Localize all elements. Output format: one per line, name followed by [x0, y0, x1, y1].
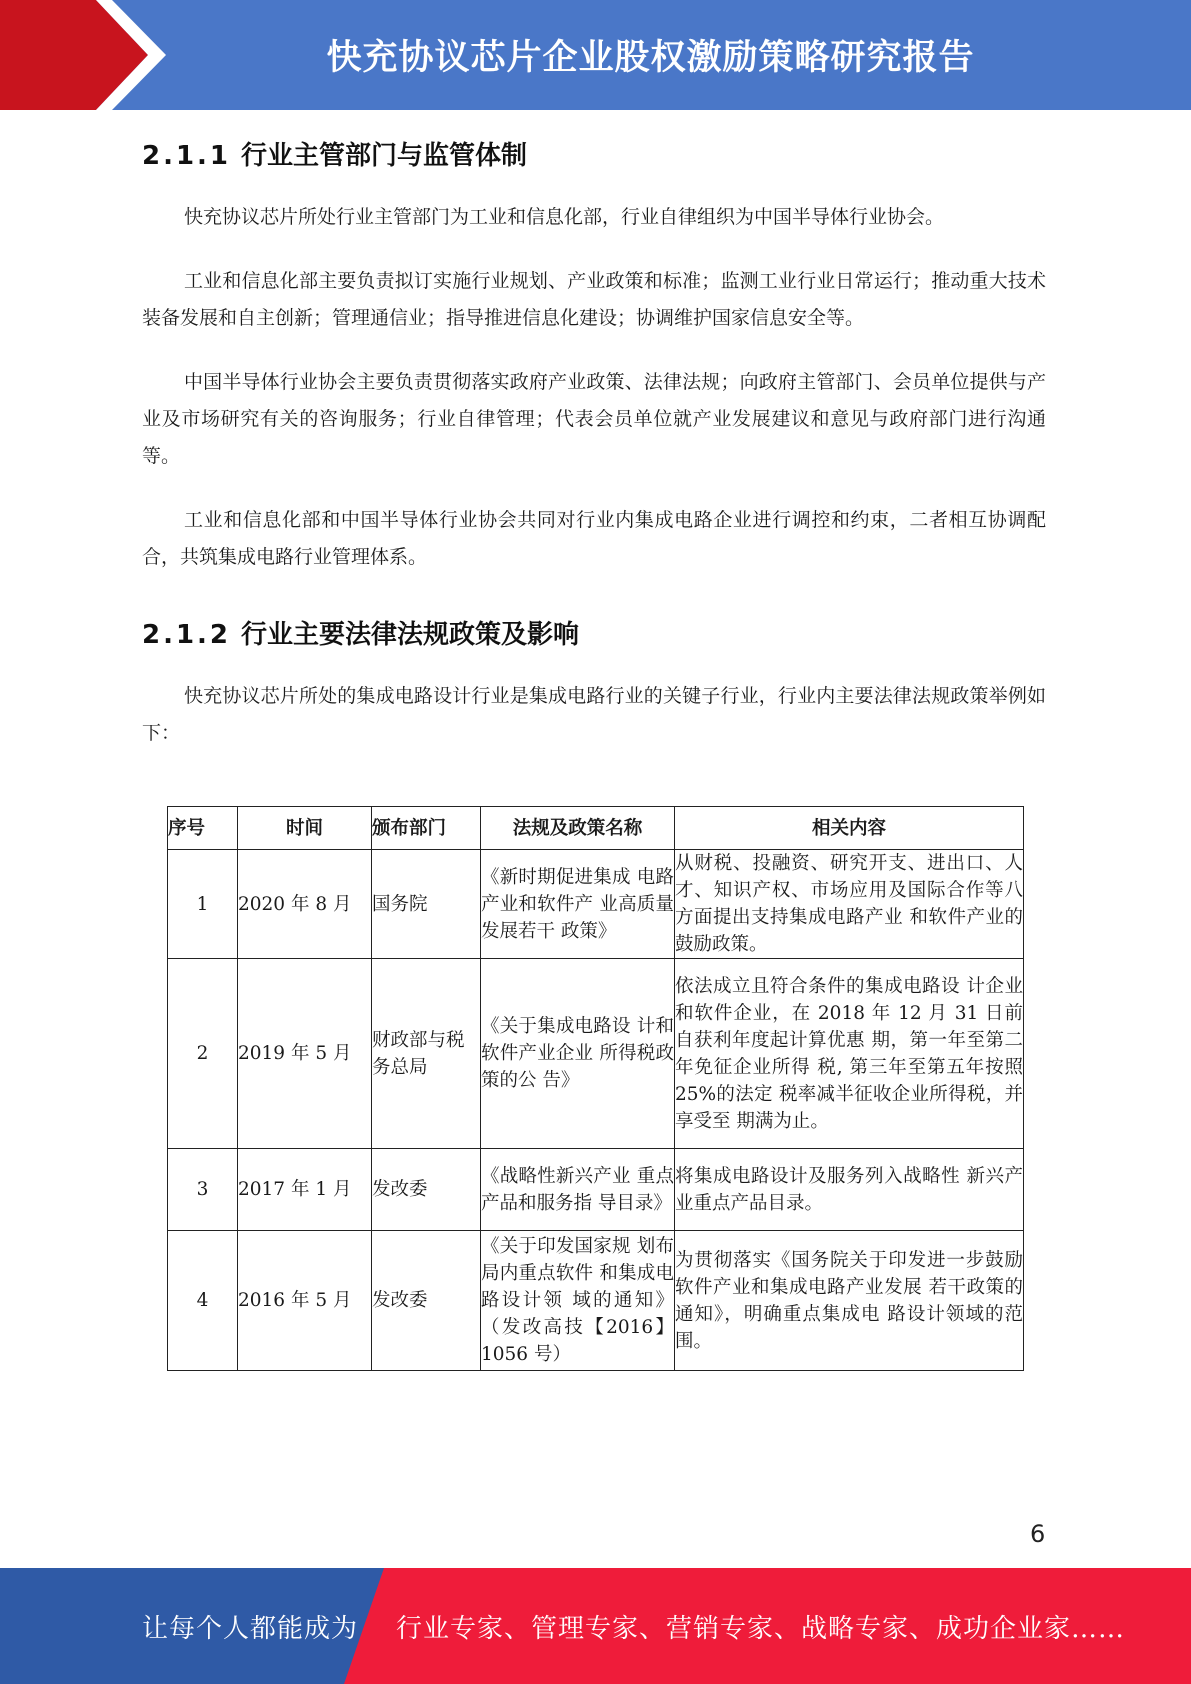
cell-content: 从财税、投融资、研究开支、进出口、人才、知识产权、市场应用及国际合作等八方面提出支持集成电路产业 和软件产业的鼓励政策。 — [675, 850, 1024, 959]
section-heading-2-1-1 — [142, 135, 1046, 172]
cell-policy-name: 《关于印发国家规 划布局内重点软件 和集成电路设计领 域的通知》（发改高技【2016】1056 号） — [481, 1231, 675, 1371]
paragraph: 快充协议芯片所处行业主管部门为工业和信息化部，行业自律组织为中国半导体行业协会。 — [184, 206, 945, 228]
page-number: 6 — [1030, 1520, 1046, 1548]
cell-date: 2017 年 1 月 — [238, 1149, 372, 1231]
cell-content: 将集成电路设计及服务列入战略性 新兴产业重点产品目录。 — [675, 1149, 1024, 1231]
section-heading-2-1-2 — [142, 614, 1046, 651]
cell-dept: 发改委 — [372, 1231, 481, 1371]
footer-slogan-left: 让每个人都能成为 — [142, 1613, 359, 1644]
document-body — [142, 110, 1046, 752]
paragraph: 工业和信息化部主要负责拟订实施行业规划、产业政策和标准；监测工业行业日常运行；推动重大技术装备发展和自主创新；管理通信业；指导推进信息化建设；协调维护国家信息安全等。 — [142, 270, 1046, 329]
cell-policy-name: 《新时期促进集成 电路产业和软件产 业高质量发展若干 政策》 — [481, 850, 675, 959]
paragraph: 工业和信息化部和中国半导体行业协会共同对行业内集成电路企业进行调控和约束，二者相互协调配合，共筑集成电路行业管理体系。 — [142, 509, 1046, 568]
column-header-content: 相关内容 — [675, 807, 1024, 850]
policy-table — [167, 806, 1024, 1371]
table-row — [168, 850, 1024, 959]
cell-dept: 发改委 — [372, 1149, 481, 1231]
cell-dept: 国务院 — [372, 850, 481, 959]
section-title: 行业主管部门与监管体制 — [241, 141, 528, 171]
cell-content: 依法成立且符合条件的集成电路设 计企业和软件企业，在 2018 年 12 月 31 日前自获利年度起计算优惠 期，第一年至第二年免征企业所得 税, 第三年至第五年按照 25%的法定 税率减半征收企业所得税，并享受至 期满为止。 — [675, 959, 1024, 1149]
table-row — [168, 959, 1024, 1149]
column-header-name: 法规及政策名称 — [481, 807, 675, 850]
page-footer — [0, 1568, 1191, 1684]
section-title: 行业主要法律法规政策及影响 — [241, 620, 580, 650]
cell-seq: 3 — [168, 1149, 238, 1231]
paragraph: 中国半导体行业协会主要负责贯彻落实政府产业政策、法律法规；向政府主管部门、会员单位提供与产业及市场研究有关的咨询服务；行业自律管理；代表会员单位就产业发展建议和意见与政府部门进行沟通等。 — [142, 371, 1046, 467]
section-number: 2.1.1 — [142, 141, 232, 171]
paragraph: 快充协议芯片所处的集成电路设计行业是集成电路行业的关键子行业，行业内主要法律法规政策举例如下： — [142, 685, 1046, 744]
cell-date: 2019 年 5 月 — [238, 959, 372, 1149]
page-header — [0, 0, 1191, 110]
section-number: 2.1.2 — [142, 620, 232, 650]
cell-date: 2020 年 8 月 — [238, 850, 372, 959]
cell-content: 为贯彻落实《国务院关于印发进一步鼓励软件产业和集成电路产业发展 若干政策的通知》，明确重点集成电 路设计领域的范围。 — [675, 1231, 1024, 1371]
column-header-seq: 序号 — [168, 807, 238, 850]
cell-seq: 4 — [168, 1231, 238, 1371]
cell-dept: 财政部与税务总局 — [372, 959, 481, 1149]
column-header-dept: 颁布部门 — [372, 807, 481, 850]
table-header-row — [168, 807, 1024, 850]
cell-date: 2016 年 5 月 — [238, 1231, 372, 1371]
report-title: 快充协议芯片企业股权激励策略研究报告 — [326, 38, 975, 78]
table-row — [168, 1231, 1024, 1371]
cell-policy-name: 《关于集成电路设 计和软件产业企业 所得税政策的公 告》 — [481, 959, 675, 1149]
cell-seq: 2 — [168, 959, 238, 1149]
column-header-date: 时间 — [238, 807, 372, 850]
header-chevron-decoration — [0, 0, 200, 110]
footer-slogan-right: 行业专家、管理专家、营销专家、战略专家、成功企业家…… — [396, 1613, 1126, 1644]
table-row — [168, 1149, 1024, 1231]
cell-seq: 1 — [168, 850, 238, 959]
cell-policy-name: 《战略性新兴产业 重点产品和服务指 导目录》 — [481, 1149, 675, 1231]
